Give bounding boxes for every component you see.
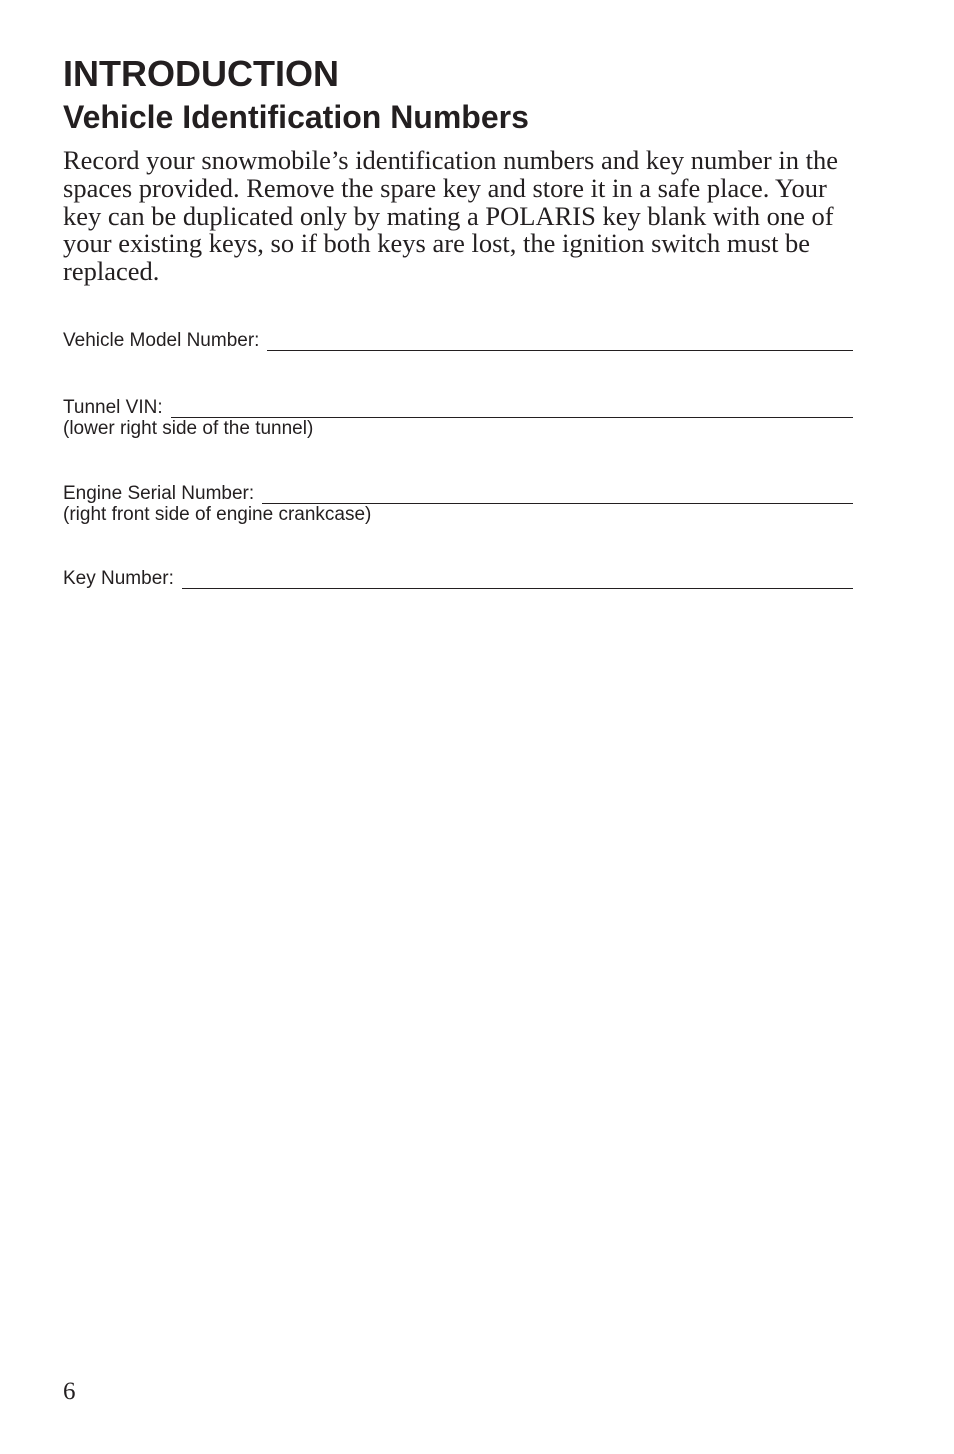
engine-serial-number-label: Engine Serial Number: [63,483,255,504]
engine-serial-number-field [63,483,853,525]
vehicle-model-number-label: Vehicle Model Number: [63,330,260,351]
engine-serial-number-blank[interactable] [262,484,853,504]
intro-paragraph: Record your snowmobile’s identification numbers and key number in the spaces provided. Remove the spare key and store it in a safe place. Your key can be duplicated only by mating a POLARIS key blank with one of your existing keys, so if both keys are lost, the ignition switch must be replaced. [63,145,838,287]
tunnel-vin-blank[interactable] [171,398,853,418]
tunnel-vin-label: Tunnel VIN: [63,397,163,418]
page-number: 6 [63,1378,76,1405]
section-title: INTRODUCTION [63,53,339,94]
key-number-label: Key Number: [63,568,174,589]
tunnel-vin-field [63,397,853,439]
vehicle-model-number-field [63,330,853,351]
tunnel-vin-hint: (lower right side of the tunnel) [63,418,314,439]
subsection-title: Vehicle Identification Numbers [63,99,529,135]
key-number-blank[interactable] [182,569,853,589]
vehicle-model-number-blank[interactable] [267,331,853,351]
engine-serial-number-hint: (right front side of engine crankcase) [63,504,372,525]
key-number-field [63,568,853,589]
